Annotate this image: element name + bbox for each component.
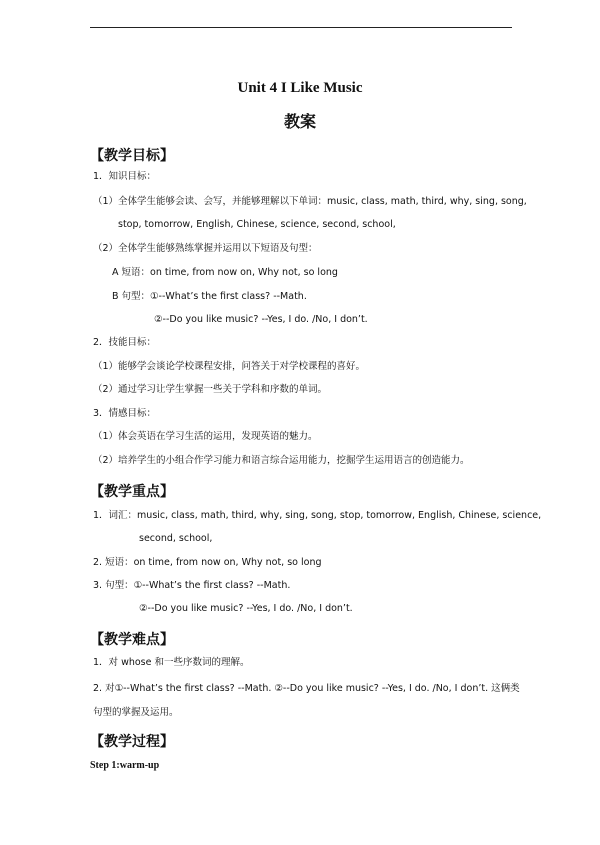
- skill-item-2: （2）通过学习让学生掌握一些关于学科和序数的单词。: [93, 384, 328, 395]
- document-title: Unit 4 I Like Music: [237, 80, 363, 96]
- section-heading-objectives: 【教学目标】: [90, 148, 174, 164]
- skill-label: 2．技能目标：: [93, 337, 157, 348]
- key-pattern-1: 3. 句型：①--What’s the first class? --Math.: [93, 580, 291, 591]
- section-heading-difficulties: 【教学难点】: [90, 632, 174, 648]
- difficulty-point-2-line-2: 句型的掌握及运用。: [93, 707, 179, 718]
- emotion-label: 3．情感目标：: [93, 408, 157, 419]
- header-rule: [90, 27, 512, 28]
- difficulty-point-2-line-1: 2. 对①--What’s the first class? --Math. ②--Do you like music? --Yes, I do. /No, I don’t. 这俩类: [93, 683, 520, 694]
- section-heading-process: 【教学过程】: [90, 734, 174, 750]
- sentence-pattern-b2: ②--Do you like music? --Yes, I do. /No, I don’t.: [154, 314, 368, 325]
- knowledge-item-2: （2）全体学生能够熟练掌握并运用以下短语及句型：: [93, 243, 318, 254]
- step-1-label: Step 1:warm-up: [90, 760, 160, 771]
- section-heading-key-points: 【教学重点】: [90, 484, 174, 500]
- difficulty-point-1: 1．对 whose 和一些序数词的理解。: [93, 657, 250, 668]
- skill-item-1: （1）能够学会谈论学校课程安排，问答关于对学校课程的喜好。: [93, 361, 366, 372]
- emotion-item-2: （2）培养学生的小组合作学习能力和语言综合运用能力，挖掘学生运用语言的创造能力。: [93, 455, 470, 466]
- phrase-list-a: A 短语：on time, from now on, Why not, so long: [112, 267, 338, 278]
- knowledge-label: 1．知识目标：: [93, 171, 157, 182]
- key-vocab-line-2: second, school,: [139, 533, 213, 544]
- emotion-item-1: （1）体会英语在学习生活的运用，发现英语的魅力。: [93, 431, 318, 442]
- document-subtitle: 教案: [283, 112, 316, 131]
- knowledge-item-1-line-1: （1）全体学生能够会读、会写，并能够理解以下单词：music, class, math, third, why, sing, song,: [93, 196, 527, 207]
- sentence-pattern-b1: B 句型：①--What’s the first class? --Math.: [112, 291, 307, 302]
- key-phrases: 2. 短语：on time, from now on, Why not, so long: [93, 557, 322, 568]
- key-vocab-line-1: 1．词汇：music, class, math, third, why, sing, song, stop, tomorrow, English, Chinese, science,: [93, 510, 542, 521]
- knowledge-item-1-line-2: stop, tomorrow, English, Chinese, science, second, school,: [118, 219, 396, 230]
- key-pattern-2: ②--Do you like music? --Yes, I do. /No, I don’t.: [139, 603, 353, 614]
